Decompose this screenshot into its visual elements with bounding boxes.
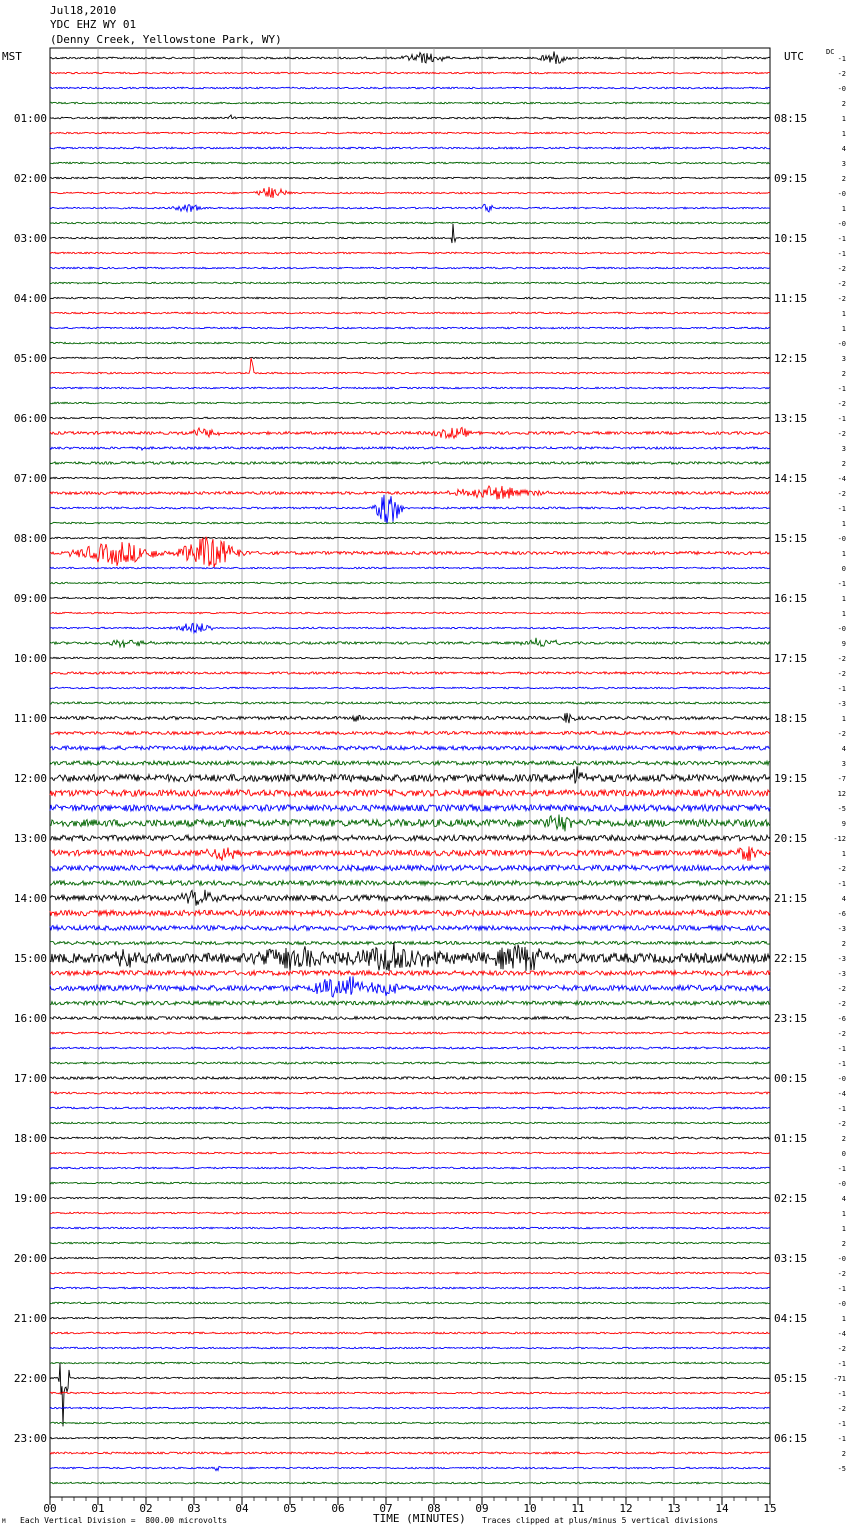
mst-hour-label: 23:00 — [13, 1432, 47, 1445]
dc-offset-label: -2 — [837, 1030, 846, 1038]
dc-offset-label: -1 — [837, 880, 846, 888]
mst-hour-label: 21:00 — [13, 1312, 47, 1325]
seismic-trace — [50, 267, 770, 269]
seismic-trace — [50, 746, 770, 750]
mst-hour-label: 05:00 — [13, 352, 47, 365]
dc-offset-label: 2 — [841, 1450, 846, 1458]
dc-offset-label: 1 — [841, 520, 846, 528]
x-tick-label: 11 — [571, 1502, 585, 1515]
seismic-trace — [50, 926, 770, 931]
dc-offset-label: 1 — [841, 715, 846, 723]
mst-hour-label: 02:00 — [13, 172, 47, 185]
seismic-trace — [50, 790, 770, 796]
seismic-trace — [50, 297, 770, 299]
x-tick-label: 12 — [619, 1502, 633, 1515]
dc-offset-label: -1 — [837, 1435, 846, 1443]
utc-hour-label: 23:15 — [774, 1012, 808, 1025]
seismic-trace — [50, 865, 770, 871]
mst-label: MST — [2, 50, 22, 63]
mst-hour-label: 07:00 — [13, 472, 47, 485]
dc-offset-label: -2 — [837, 295, 846, 303]
dc-offset-label: 4 — [841, 145, 846, 153]
dc-offset-label: -6 — [837, 910, 846, 918]
seismic-trace — [50, 204, 770, 212]
seismic-trace — [50, 342, 770, 344]
seismic-trace — [50, 942, 770, 971]
mst-hour-label: 17:00 — [13, 1072, 47, 1085]
utc-hour-label: 20:15 — [774, 832, 808, 845]
dc-offset-label: -0 — [837, 1300, 846, 1308]
dc-offset-label: -5 — [837, 1465, 846, 1473]
seismic-trace — [50, 282, 770, 284]
x-tick-label: 03 — [187, 1502, 201, 1515]
seismic-trace — [50, 1467, 770, 1471]
seismic-trace — [50, 1422, 770, 1424]
dc-offset-label: -0 — [837, 1255, 846, 1263]
seismic-trace — [50, 713, 770, 723]
seismic-trace — [50, 162, 770, 164]
seismic-trace — [50, 428, 770, 439]
seismic-trace — [50, 1332, 770, 1334]
dc-offset-label: 3 — [841, 355, 846, 363]
dc-offset-label: -2 — [837, 400, 846, 408]
mst-hour-label: 20:00 — [13, 1252, 47, 1265]
seismic-trace — [50, 1287, 770, 1289]
seismic-trace — [50, 495, 770, 524]
seismic-trace — [50, 52, 770, 64]
dc-offset-label: -0 — [837, 220, 846, 228]
mst-hour-label: 12:00 — [13, 772, 47, 785]
dc-offset-label: -3 — [837, 955, 846, 963]
seismic-trace — [50, 477, 770, 479]
dc-offset-label: 1 — [841, 550, 846, 558]
utc-hour-label: 21:15 — [774, 892, 808, 905]
seismic-trace — [50, 846, 770, 860]
dc-offset-label: 4 — [841, 1195, 846, 1203]
dc-offset-label: -1 — [837, 1285, 846, 1293]
x-tick-label: 09 — [475, 1502, 489, 1515]
dc-offset-label: 1 — [841, 1210, 846, 1218]
utc-label: UTC — [784, 50, 804, 63]
seismic-trace — [50, 402, 770, 404]
seismic-trace — [50, 881, 770, 886]
seismic-trace — [50, 597, 770, 599]
dc-offset-label: -2 — [837, 490, 846, 498]
seismic-trace — [50, 1272, 770, 1274]
x-tick-label: 13 — [667, 1502, 681, 1515]
utc-hour-label: 00:15 — [774, 1072, 808, 1085]
mst-hour-label: 14:00 — [13, 892, 47, 905]
seismic-trace — [50, 731, 770, 734]
seismic-trace — [50, 312, 770, 314]
mst-hour-label: 19:00 — [13, 1192, 47, 1205]
seismic-trace — [50, 657, 770, 659]
dc-offset-label: -0 — [837, 625, 846, 633]
dc-offset-label: 1 — [841, 115, 846, 123]
dc-offset-label: 2 — [841, 1135, 846, 1143]
dc-offset-label: -12 — [833, 835, 846, 843]
dc-offset-label: -4 — [837, 1090, 846, 1098]
seismic-trace — [50, 358, 770, 374]
dc-offset-label: -2 — [837, 655, 846, 663]
seismic-trace — [50, 1107, 770, 1109]
seismic-trace — [50, 1137, 770, 1139]
dc-offset-label: 1 — [841, 205, 846, 213]
dc-offset-label: -2 — [837, 985, 846, 993]
dc-offset-label: -5 — [837, 805, 846, 813]
seismic-trace — [50, 252, 770, 254]
station-location: (Denny Creek, Yellowstone Park, WY) — [50, 33, 282, 46]
mst-hour-label: 09:00 — [13, 592, 47, 605]
seismic-trace — [50, 1062, 770, 1064]
dc-offset-label: -6 — [837, 1015, 846, 1023]
dc-offset-label: -2 — [837, 730, 846, 738]
mst-hour-label: 22:00 — [13, 1372, 47, 1385]
seismic-trace — [50, 102, 770, 104]
dc-offset-label: 3 — [841, 445, 846, 453]
utc-hour-label: 12:15 — [774, 352, 808, 365]
utc-hour-label: 02:15 — [774, 1192, 808, 1205]
dc-offset-label: -1 — [837, 235, 846, 243]
utc-hour-label: 15:15 — [774, 532, 808, 545]
mst-hour-label: 04:00 — [13, 292, 47, 305]
mst-hour-label: 08:00 — [13, 532, 47, 545]
seismic-trace — [50, 1302, 770, 1304]
dc-offset-label: -1 — [837, 1165, 846, 1173]
seismic-trace — [50, 761, 770, 765]
mst-hour-label: 16:00 — [13, 1012, 47, 1025]
x-tick-label: 04 — [235, 1502, 249, 1515]
dc-offset-label: -71 — [833, 1375, 846, 1383]
utc-hour-label: 06:15 — [774, 1432, 808, 1445]
dc-offset-label: -0 — [837, 340, 846, 348]
seismic-trace — [50, 890, 770, 906]
dc-offset-label: -2 — [837, 865, 846, 873]
seismic-trace — [50, 623, 770, 632]
utc-hour-label: 17:15 — [774, 652, 808, 665]
dc-offset-label: 1 — [841, 1225, 846, 1233]
mst-hour-label: 11:00 — [13, 712, 47, 725]
utc-hour-label: 13:15 — [774, 412, 808, 425]
utc-hour-label: 19:15 — [774, 772, 808, 785]
seismic-trace — [50, 805, 770, 811]
dc-offset-label: -0 — [837, 1180, 846, 1188]
dc-offset-label: 1 — [841, 595, 846, 603]
mst-hour-label: 15:00 — [13, 952, 47, 965]
seismic-trace — [50, 87, 770, 89]
dc-offset-label: -2 — [837, 1000, 846, 1008]
dc-offset-label: 2 — [841, 370, 846, 378]
seismic-trace — [50, 1407, 770, 1409]
dc-offset-label: -0 — [837, 535, 846, 543]
seismic-trace — [50, 1032, 770, 1034]
seismic-trace — [50, 612, 770, 614]
mst-hour-label: 13:00 — [13, 832, 47, 845]
seismic-trace — [50, 910, 770, 916]
seismic-trace — [50, 72, 770, 74]
seismic-trace — [50, 486, 770, 500]
dc-offset-label: -4 — [837, 475, 846, 483]
seismic-trace — [50, 417, 770, 419]
seismic-trace — [50, 522, 770, 524]
seismic-trace — [50, 1182, 770, 1184]
dc-offset-label: 4 — [841, 745, 846, 753]
dc-offset-label: -2 — [837, 1405, 846, 1413]
seismic-trace — [50, 567, 770, 569]
dc-offset-label: -4 — [837, 1330, 846, 1338]
seismic-trace — [50, 1362, 770, 1364]
dc-offset-label: 12 — [837, 790, 846, 798]
seismic-trace — [50, 1017, 770, 1020]
x-axis-label: TIME (MINUTES) — [373, 1512, 466, 1525]
dc-offset-label: -3 — [837, 925, 846, 933]
plot-frame — [50, 48, 770, 1497]
dc-offset-label: -1 — [837, 1045, 846, 1053]
dc-offset-label: 2 — [841, 175, 846, 183]
mst-hour-label: 03:00 — [13, 232, 47, 245]
utc-hour-label: 04:15 — [774, 1312, 808, 1325]
seismic-trace — [50, 971, 770, 976]
x-tick-label: 02 — [139, 1502, 153, 1515]
utc-hour-label: 18:15 — [774, 712, 808, 725]
utc-hour-label: 09:15 — [774, 172, 808, 185]
seismic-trace — [50, 815, 770, 832]
dc-offset-label: -2 — [837, 430, 846, 438]
seismic-trace — [50, 672, 770, 674]
dc-offset-label: -2 — [837, 70, 846, 78]
x-tick-label: 07 — [379, 1502, 393, 1515]
dc-offset-label: -1 — [837, 55, 846, 63]
seismic-trace — [50, 1437, 770, 1439]
seismic-trace — [50, 462, 770, 465]
seismic-trace — [50, 1152, 770, 1154]
seismic-trace — [50, 941, 770, 944]
dc-offset-label: -7 — [837, 775, 846, 783]
dc-offset-label: 2 — [841, 1240, 846, 1248]
vertical-division-note: Each Vertical Division = 800.00 microvolts — [20, 1516, 228, 1525]
seismic-trace — [50, 387, 770, 389]
dc-offset-label: -1 — [837, 250, 846, 258]
dc-offset-label: -1 — [837, 415, 846, 423]
seismic-trace — [50, 132, 770, 134]
seismic-trace — [50, 1257, 770, 1259]
seismic-trace — [50, 976, 770, 997]
seismic-trace — [50, 1363, 770, 1426]
dc-offset-label: 1 — [841, 325, 846, 333]
dc-offset-label: -0 — [837, 190, 846, 198]
seismic-trace — [50, 702, 770, 704]
dc-offset-label: 2 — [841, 100, 846, 108]
clip-note: Traces clipped at plus/minus 5 vertical divisions — [482, 1516, 719, 1525]
seismic-trace — [50, 1317, 770, 1319]
dc-offset-label: 0 — [841, 565, 846, 573]
dc-offset-label: 3 — [841, 160, 846, 168]
dc-offset-label: -1 — [837, 1420, 846, 1428]
seismic-trace — [50, 357, 770, 359]
mst-hour-label: 10:00 — [13, 652, 47, 665]
utc-hour-label: 01:15 — [774, 1132, 808, 1145]
seismic-trace — [50, 1347, 770, 1349]
corner-mark: M — [2, 1518, 6, 1525]
dc-offset-label: -1 — [837, 685, 846, 693]
seismic-trace — [50, 1001, 770, 1005]
seismic-trace — [50, 224, 770, 243]
seismic-trace — [50, 327, 770, 329]
dc-label: DC — [826, 48, 835, 56]
mst-hour-label: 06:00 — [13, 412, 47, 425]
seismic-trace — [50, 1212, 770, 1214]
utc-hour-label: 03:15 — [774, 1252, 808, 1265]
seismic-trace — [50, 187, 770, 198]
seismic-trace — [50, 1227, 770, 1229]
dc-offset-label: -1 — [837, 1060, 846, 1068]
dc-offset-label: -0 — [837, 1075, 846, 1083]
dc-offset-label: 2 — [841, 460, 846, 468]
seismic-trace — [50, 177, 770, 179]
dc-offset-label: -2 — [837, 1270, 846, 1278]
utc-hour-label: 05:15 — [774, 1372, 808, 1385]
seismic-trace — [50, 1077, 770, 1079]
dc-offset-label: 2 — [841, 940, 846, 948]
seismic-trace — [50, 766, 770, 783]
dc-offset-label: 0 — [841, 1150, 846, 1158]
dc-offset-label: -1 — [837, 505, 846, 513]
x-tick-label: 14 — [715, 1502, 729, 1515]
dc-offset-label: 1 — [841, 130, 846, 138]
x-tick-label: 01 — [91, 1502, 105, 1515]
dc-offset-label: -3 — [837, 700, 846, 708]
seismic-trace — [50, 447, 770, 450]
seismic-trace — [50, 835, 770, 841]
seismic-trace — [50, 687, 770, 689]
dc-offset-label: 1 — [841, 1315, 846, 1323]
seismic-trace — [50, 638, 770, 648]
dc-offset-label: 1 — [841, 610, 846, 618]
station-code: YDC EHZ WY 01 — [50, 18, 137, 31]
x-tick-label: 15 — [763, 1502, 777, 1515]
dc-offset-label: -2 — [837, 265, 846, 273]
dc-offset-label: -2 — [837, 670, 846, 678]
x-tick-label: 00 — [43, 1502, 57, 1515]
seismic-trace — [50, 115, 770, 119]
utc-hour-label: 14:15 — [774, 472, 808, 485]
dc-offset-label: -0 — [837, 85, 846, 93]
seismic-trace — [50, 1092, 770, 1094]
dc-offset-label: -2 — [837, 1120, 846, 1128]
utc-hour-label: 22:15 — [774, 952, 808, 965]
dc-offset-label: -1 — [837, 580, 846, 588]
mst-hour-label: 18:00 — [13, 1132, 47, 1145]
seismic-trace — [50, 1197, 770, 1199]
seismic-trace — [50, 537, 770, 568]
dc-offset-label: -1 — [837, 1390, 846, 1398]
dc-offset-label: 1 — [841, 850, 846, 858]
dc-offset-label: 4 — [841, 895, 846, 903]
seismic-trace — [50, 147, 770, 149]
dc-offset-label: -2 — [837, 1345, 846, 1353]
seismic-trace — [50, 1452, 770, 1454]
dc-offset-label: 9 — [841, 640, 846, 648]
dc-offset-label: -1 — [837, 1360, 846, 1368]
dc-offset-label: -1 — [837, 385, 846, 393]
mst-hour-label: 01:00 — [13, 112, 47, 125]
seismic-trace — [50, 1047, 770, 1049]
seismic-trace — [50, 1242, 770, 1244]
seismic-trace — [50, 1392, 770, 1394]
seismic-trace — [50, 1167, 770, 1169]
x-tick-label: 10 — [523, 1502, 537, 1515]
seismic-trace — [50, 582, 770, 584]
seismic-trace — [50, 1122, 770, 1124]
dc-offset-label: 1 — [841, 310, 846, 318]
seismic-trace — [50, 537, 770, 539]
x-tick-label: 08 — [427, 1502, 441, 1515]
record-date: Jul18,2010 — [50, 4, 117, 17]
dc-offset-label: 9 — [841, 820, 846, 828]
dc-offset-label: -3 — [837, 970, 846, 978]
utc-hour-label: 10:15 — [774, 232, 808, 245]
x-tick-label: 06 — [331, 1502, 345, 1515]
x-tick-label: 05 — [283, 1502, 297, 1515]
utc-hour-label: 16:15 — [774, 592, 808, 605]
seismic-trace — [50, 1482, 770, 1484]
dc-offset-label: -1 — [837, 1105, 846, 1113]
utc-hour-label: 11:15 — [774, 292, 808, 305]
utc-hour-label: 08:15 — [774, 112, 808, 125]
dc-offset-label: -2 — [837, 280, 846, 288]
seismic-trace — [50, 222, 770, 224]
dc-offset-label: 3 — [841, 760, 846, 768]
